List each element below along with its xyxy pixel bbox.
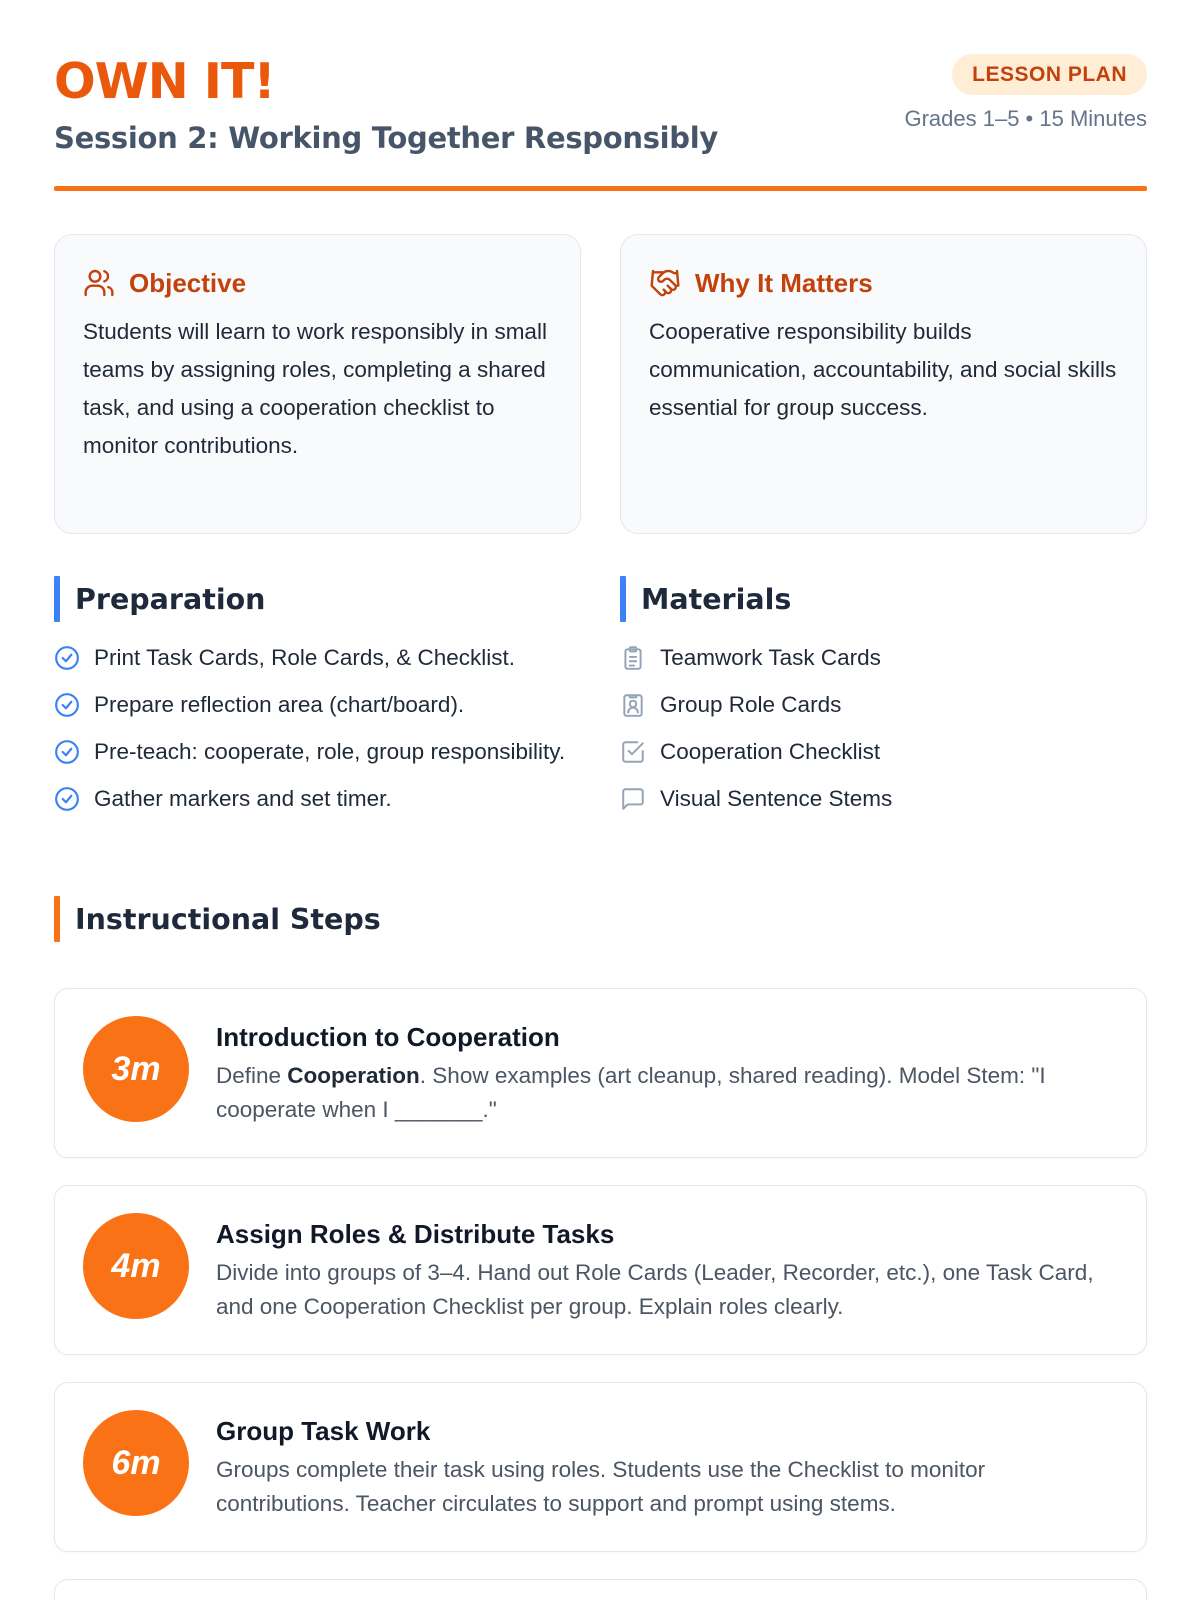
- objective-header: [83, 263, 552, 303]
- step-card: [54, 1382, 1147, 1552]
- step-duration-badge: 6m: [83, 1410, 189, 1516]
- step-body-text: Define: [216, 1063, 288, 1088]
- preparation-item-label: Prepare reflection area (chart/board).: [94, 692, 465, 717]
- preparation-heading: [54, 576, 265, 622]
- handshake-icon: [649, 267, 681, 299]
- grade-duration-meta: Grades 1–5 • 15 Minutes: [904, 106, 1147, 131]
- check-square-icon: [620, 735, 648, 769]
- step-card: [54, 1185, 1147, 1355]
- header: [54, 52, 1147, 192]
- brand-title: OWN IT!: [54, 53, 275, 110]
- section-accent-bar: [54, 896, 60, 942]
- step-body-emphasis: Cooperation: [287, 1063, 420, 1088]
- step-body-text: . Show examples (art cleanup, shared reading). Model Stem: "I cooperate when I _______.": [216, 1063, 1046, 1122]
- why-title: Why It Matters: [695, 267, 873, 298]
- step-card: [54, 1579, 1147, 1600]
- speech-bubble-icon: [620, 782, 648, 816]
- objective-body: Students will learn to work responsibly in small teams by assigning roles, completing a shared task, and using a cooperation checklist to monitor contributions.: [83, 319, 547, 458]
- list-item: [54, 782, 584, 816]
- list-item: [620, 641, 1147, 675]
- list-item: [54, 641, 584, 675]
- list-item: [620, 735, 1147, 769]
- materials-title: Materials: [641, 582, 792, 616]
- step-body: Groups complete their task using roles. Students use the Checklist to monitor contributions. Teacher circulates to support and prompt using stems.: [216, 1457, 986, 1516]
- preparation-item-label: Gather markers and set timer.: [94, 786, 392, 811]
- objective-card: [54, 234, 581, 534]
- step-title: Group Task Work: [216, 1416, 431, 1446]
- step-body: [216, 1059, 1116, 1127]
- why-header: [649, 263, 1118, 303]
- preparation-list: [54, 641, 584, 829]
- material-item-label: Cooperation Checklist: [660, 739, 881, 764]
- preparation-item-label: Print Task Cards, Role Cards, & Checklist.: [94, 645, 515, 670]
- section-accent-bar: [620, 576, 626, 622]
- id-badge-icon: [620, 688, 648, 722]
- list-item: [620, 688, 1147, 722]
- step-body: Divide into groups of 3–4. Hand out Role Cards (Leader, Recorder, etc.), one Task Card, and one Cooperation Checklist per group. Explain roles clearly.: [216, 1260, 1094, 1319]
- material-item-label: Visual Sentence Stems: [660, 786, 893, 811]
- instructional-steps-title: Instructional Steps: [75, 902, 381, 936]
- check-circle-icon: [54, 782, 82, 816]
- why-it-matters-card: [620, 234, 1147, 534]
- session-subtitle: Session 2: Working Together Responsibly: [54, 121, 719, 155]
- material-item-label: Group Role Cards: [660, 692, 842, 717]
- check-circle-icon: [54, 735, 82, 769]
- material-item-label: Teamwork Task Cards: [660, 645, 881, 670]
- list-item: [54, 735, 584, 769]
- materials-list: [620, 641, 1147, 829]
- check-circle-icon: [54, 688, 82, 722]
- step-card: [54, 988, 1147, 1158]
- materials-heading: [620, 576, 791, 622]
- step-duration-badge: 4m: [83, 1213, 189, 1319]
- lesson-plan-badge: LESSON PLAN: [952, 54, 1147, 95]
- preparation-item-label: Pre-teach: cooperate, role, group responsibility.: [94, 739, 566, 764]
- list-item: [620, 782, 1147, 816]
- step-title: Introduction to Cooperation: [216, 1022, 560, 1052]
- instructional-steps-heading: [54, 896, 381, 942]
- objective-title: Objective: [129, 267, 247, 298]
- users-icon: [83, 267, 115, 299]
- step-title: Assign Roles & Distribute Tasks: [216, 1219, 615, 1249]
- step-duration-badge: 3m: [83, 1016, 189, 1122]
- list-item: [54, 688, 584, 722]
- why-body: Cooperative responsibility builds communication, accountability, and social skills essential for group success.: [649, 319, 1117, 420]
- preparation-title: Preparation: [75, 582, 266, 616]
- clipboard-list-icon: [620, 641, 648, 675]
- lesson-plan-page: [54, 0, 1147, 1600]
- section-accent-bar: [54, 576, 60, 622]
- header-divider: [54, 186, 1147, 191]
- check-circle-icon: [54, 641, 82, 675]
